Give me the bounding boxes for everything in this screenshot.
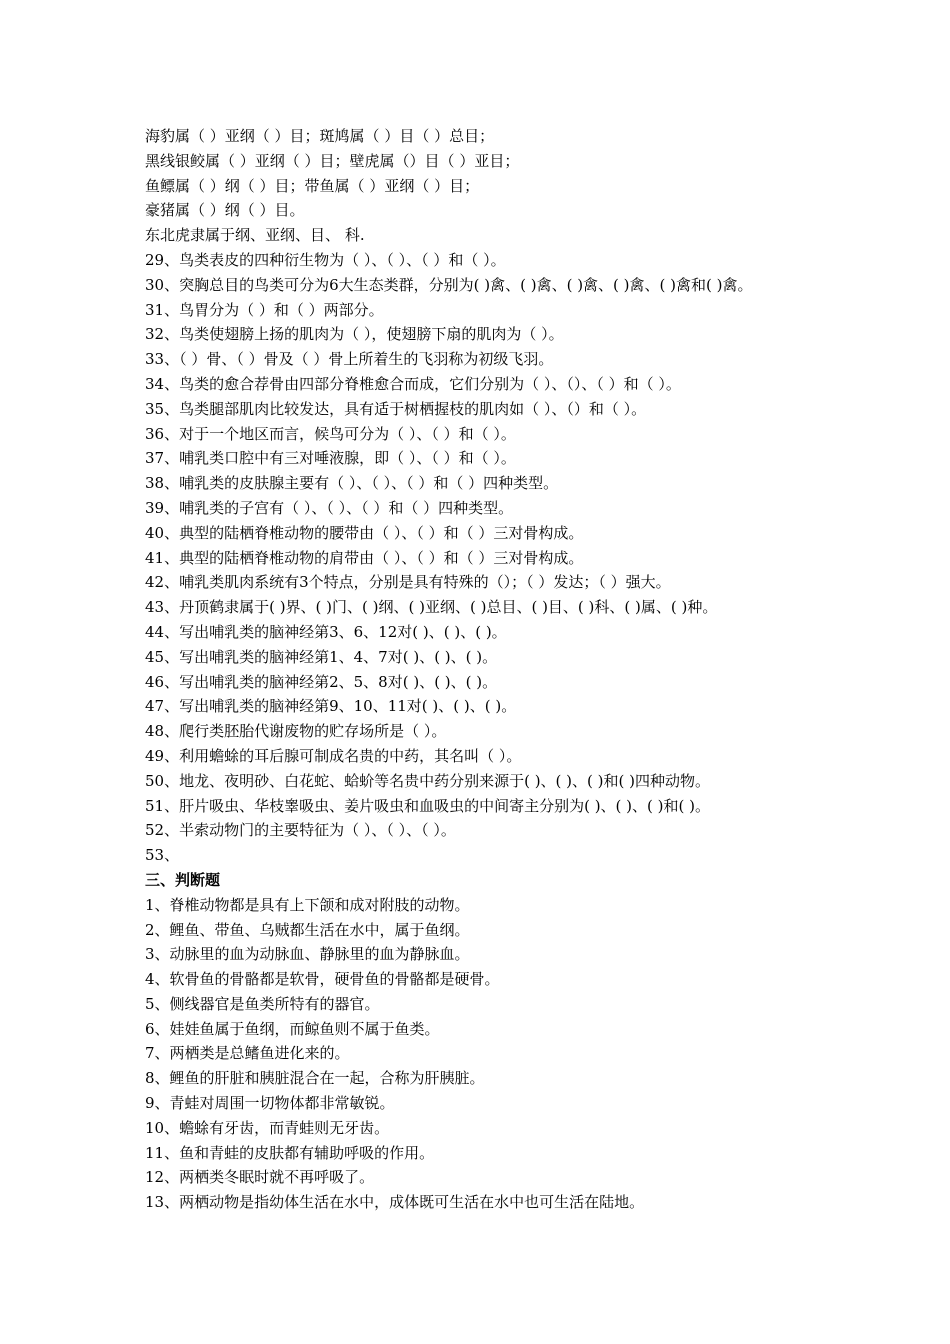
hairtail-question: 带鱼属（ ）亚纲（ ）目； [304, 176, 480, 195]
question-item: 51、肝片吸虫、华枝睾吸虫、姜片吸虫和血吸虫的中间寄主分别为( )、( )、( )和( )。 [145, 796, 710, 815]
section-title: 三、判断题 [145, 870, 221, 889]
question-item: 36、对于一个地区而言，候鸟可分为（ ）、（ ）和（ ）。 [145, 424, 516, 443]
question-list [145, 248, 825, 868]
seal-question: 海豹属（ ）亚纲（ ）目； [145, 127, 320, 145]
judgment-list [145, 893, 825, 1215]
porcupine-question: 豪猪属（ ）纲（ ）目。 [145, 201, 305, 220]
fill-line-5 [145, 223, 825, 248]
question-item: 52、半索动物门的主要特征为（ ）、（ ）、（ ）。 [145, 821, 456, 840]
judgment-item: 11、鱼和青蛙的皮肤都有辅助呼吸的作用。 [145, 1143, 435, 1162]
question-item: 37、哺乳类口腔中有三对唾液腺，即（ ）、（ ）和（ ）。 [145, 449, 516, 468]
judgment-item: 4、软骨鱼的骨骼都是软骨，硬骨鱼的骨骼都是硬骨。 [145, 970, 500, 989]
question-item: 29、鸟类表皮的四种衍生物为（ ）、（ ）、（ ）和（ ）。 [145, 250, 506, 269]
judgment-item: 1、脊椎动物都是具有上下颌和成对附肢的动物。 [145, 895, 470, 914]
question-item: 44、写出哺乳类的脑神经第3、6、12对( )、( )、( )。 [145, 622, 507, 641]
question-item: 38、哺乳类的皮肤腺主要有（ ）、（ ）、（ ）和（ ）四种类型。 [145, 474, 559, 493]
fill-line-2 [145, 149, 825, 174]
question-item: 50、地龙、夜明砂、白花蛇、蛤蚧等名贵中药分别来源于( )、( )、( )和( )四种动物。 [145, 771, 710, 790]
judgment-item: 5、侧线器官是鱼类所特有的器官。 [145, 994, 380, 1013]
fill-line-1 [145, 124, 825, 149]
silver-shark-question: 黑线银鲛属（ ）亚纲（ ）目； [145, 151, 350, 170]
judgment-item: 2、鲤鱼、带鱼、乌贼都生活在水中，属于鱼纲。 [145, 920, 470, 939]
judgment-item: 13、两栖动物是指幼体生活在水中，成体既可生活在水中也可生活在陆地。 [145, 1193, 645, 1212]
question-item: 43、丹顶鹤隶属于( )界、( )门、( )纲、( )亚纲、( )总目、( )目、( )科、( )属、( )种。 [145, 598, 718, 617]
question-item: 53、 [145, 846, 180, 865]
judgment-item: 7、两栖类是总鳍鱼进化来的。 [145, 1044, 350, 1063]
judgment-item: 9、青蛙对周围一切物体都非常敏锐。 [145, 1094, 395, 1113]
fill-line-3 [145, 174, 825, 199]
judgment-item: 8、鲤鱼的肝脏和胰脏混合在一起，合称为肝胰脏。 [145, 1069, 485, 1088]
question-item: 35、鸟类腿部肌肉比较发达，具有适于树栖握枝的肌肉如（ ）、（）和（ ）。 [145, 399, 647, 418]
judgment-item: 12、两栖类冬眠时就不再呼吸了。 [145, 1168, 375, 1187]
question-item: 39、哺乳类的子宫有（ ）、（ ）、（ ）和（ ）四种类型。 [145, 498, 514, 517]
question-item: 34、鸟类的愈合荐骨由四部分脊椎愈合而成，它们分别为（ ）、（）、（ ）和（ ）。 [145, 374, 681, 393]
gecko-question: 壁虎属（）目（ ）亚目； [349, 151, 520, 170]
question-item: 48、爬行类胚胎代谢废物的贮存场所是（ ）。 [145, 722, 447, 741]
question-item: 47、写出哺乳类的脑神经第9、10、11对( )、( )、( )。 [145, 697, 517, 716]
turtle-dove-question: 斑鸠属（ ）目（ ）总目； [319, 127, 495, 145]
fill-line-4 [145, 198, 825, 223]
tiger-mu: 目、 [310, 226, 341, 245]
tiger-prefix: 东北虎隶属于 [145, 226, 236, 245]
question-item: 30、突胸总目的鸟类可分为6大生态类群，分别为( )禽、( )禽、( )禽、( )禽、( )禽和( )禽。 [145, 275, 753, 294]
question-item: 46、写出哺乳类的脑神经第2、5、8对( )、( )、( )。 [145, 672, 498, 691]
document-content [145, 124, 825, 1215]
judgment-item: 10、蟾蜍有牙齿，而青蛙则无牙齿。 [145, 1118, 390, 1137]
question-item: 40、典型的陆栖脊椎动物的腰带由（ ）、（ ）和（ ）三对骨构成。 [145, 523, 584, 542]
question-item: 31、鸟胃分为（ ）和（ ）两部分。 [145, 300, 384, 319]
tiger-ke: 科. [340, 226, 365, 245]
judgment-item: 3、动脉里的血为动脉血、静脉里的血为静脉血。 [145, 945, 470, 964]
judgment-item: 6、娃娃鱼属于鱼纲，而鲸鱼则不属于鱼类。 [145, 1019, 440, 1038]
tiger-yagang: 亚纲、 [265, 226, 311, 245]
question-item: 49、利用蟾蜍的耳后腺可制成名贵的中药，其名叫（ ）。 [145, 746, 522, 765]
tiger-gang: 纲、 [235, 226, 266, 245]
question-item: 33、（ ）骨、（ ）骨及（ ）骨上所着生的飞羽称为初级飞羽。 [145, 350, 554, 369]
question-item: 41、典型的陆栖脊椎动物的肩带由（ ）、（ ）和（ ）三对骨构成。 [145, 548, 584, 567]
question-item: 42、哺乳类肌肉系统有3个特点，分别是具有特殊的（）；（ ）发达；（ ）强大。 [145, 573, 671, 592]
question-item: 32、鸟类使翅膀上扬的肌肉为（ ），使翅膀下扇的肌肉为（ ）。 [145, 325, 564, 344]
question-item: 45、写出哺乳类的脑神经第1、4、7对( )、( )、( )。 [145, 647, 498, 666]
lamprey-question: 鱼鳔属（ ）纲（ ）目； [145, 176, 305, 195]
